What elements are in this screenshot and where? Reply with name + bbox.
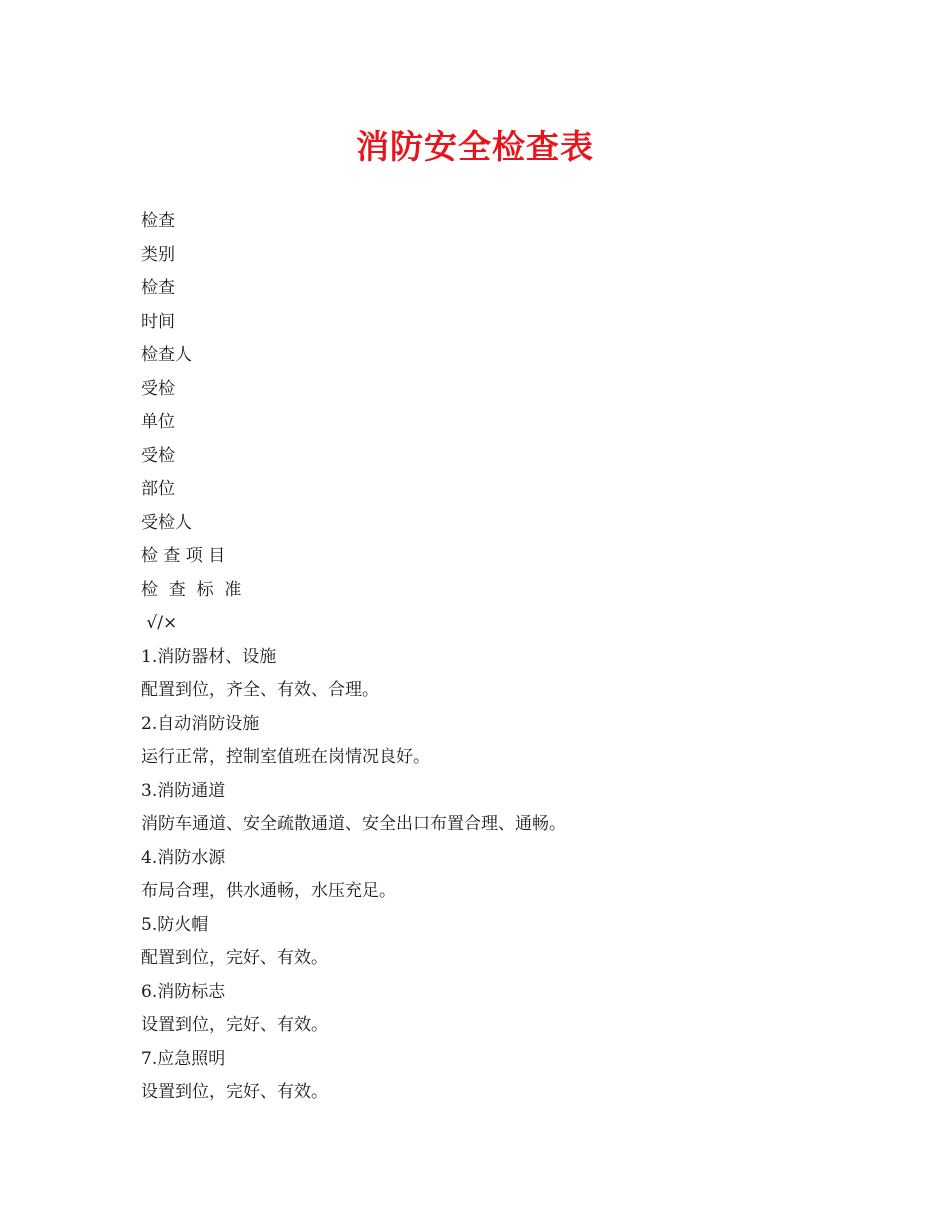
check-standard-5: 配置到位，完好、有效。 — [141, 948, 328, 968]
field-label-inspected-unit-2: 单位 — [141, 412, 175, 432]
column-header-pass-fail: √/× — [141, 613, 178, 633]
field-label-check-time-1: 检查 — [141, 278, 175, 298]
check-item-2: 2.自动消防设施 — [141, 713, 260, 734]
column-header-check-standard: 检 查 标 准 — [141, 579, 242, 600]
field-label-inspected-unit-1: 受检 — [141, 378, 175, 399]
check-standard-4: 布局合理，供水通畅，水压充足。 — [141, 881, 396, 901]
check-item-1: 1.消防器材、设施 — [141, 646, 277, 667]
check-item-7: 7.应急照明 — [141, 1048, 226, 1069]
check-standard-7: 设置到位，完好、有效。 — [141, 1082, 328, 1102]
check-standard-1: 配置到位，齐全、有效、合理。 — [141, 680, 379, 700]
check-standard-3: 消防车通道、安全疏散通道、安全出口布置合理、通畅。 — [141, 814, 566, 834]
check-standard-2: 运行正常，控制室值班在岗情况良好。 — [141, 747, 430, 767]
check-standard-6: 设置到位，完好、有效。 — [141, 1015, 328, 1035]
column-header-check-item: 检 查 项 目 — [141, 546, 226, 566]
check-item-4: 4.消防水源 — [141, 847, 226, 868]
field-label-check-time-2: 时间 — [141, 311, 175, 332]
field-label-inspected-area-2: 部位 — [141, 479, 175, 499]
check-item-6: 6.消防标志 — [141, 981, 226, 1002]
field-label-check-category-2: 类别 — [141, 244, 175, 265]
document-title: 消防安全检查表 — [356, 127, 594, 166]
field-label-inspected-area-1: 受检 — [141, 445, 175, 466]
check-item-3: 3.消防通道 — [141, 780, 226, 801]
field-label-inspected-person: 受检人 — [141, 512, 192, 533]
check-item-5: 5.防火帽 — [141, 914, 209, 935]
field-label-inspector: 检查人 — [141, 345, 192, 365]
field-label-check-category-1: 检查 — [141, 211, 175, 231]
document-body — [141, 205, 861, 1110]
